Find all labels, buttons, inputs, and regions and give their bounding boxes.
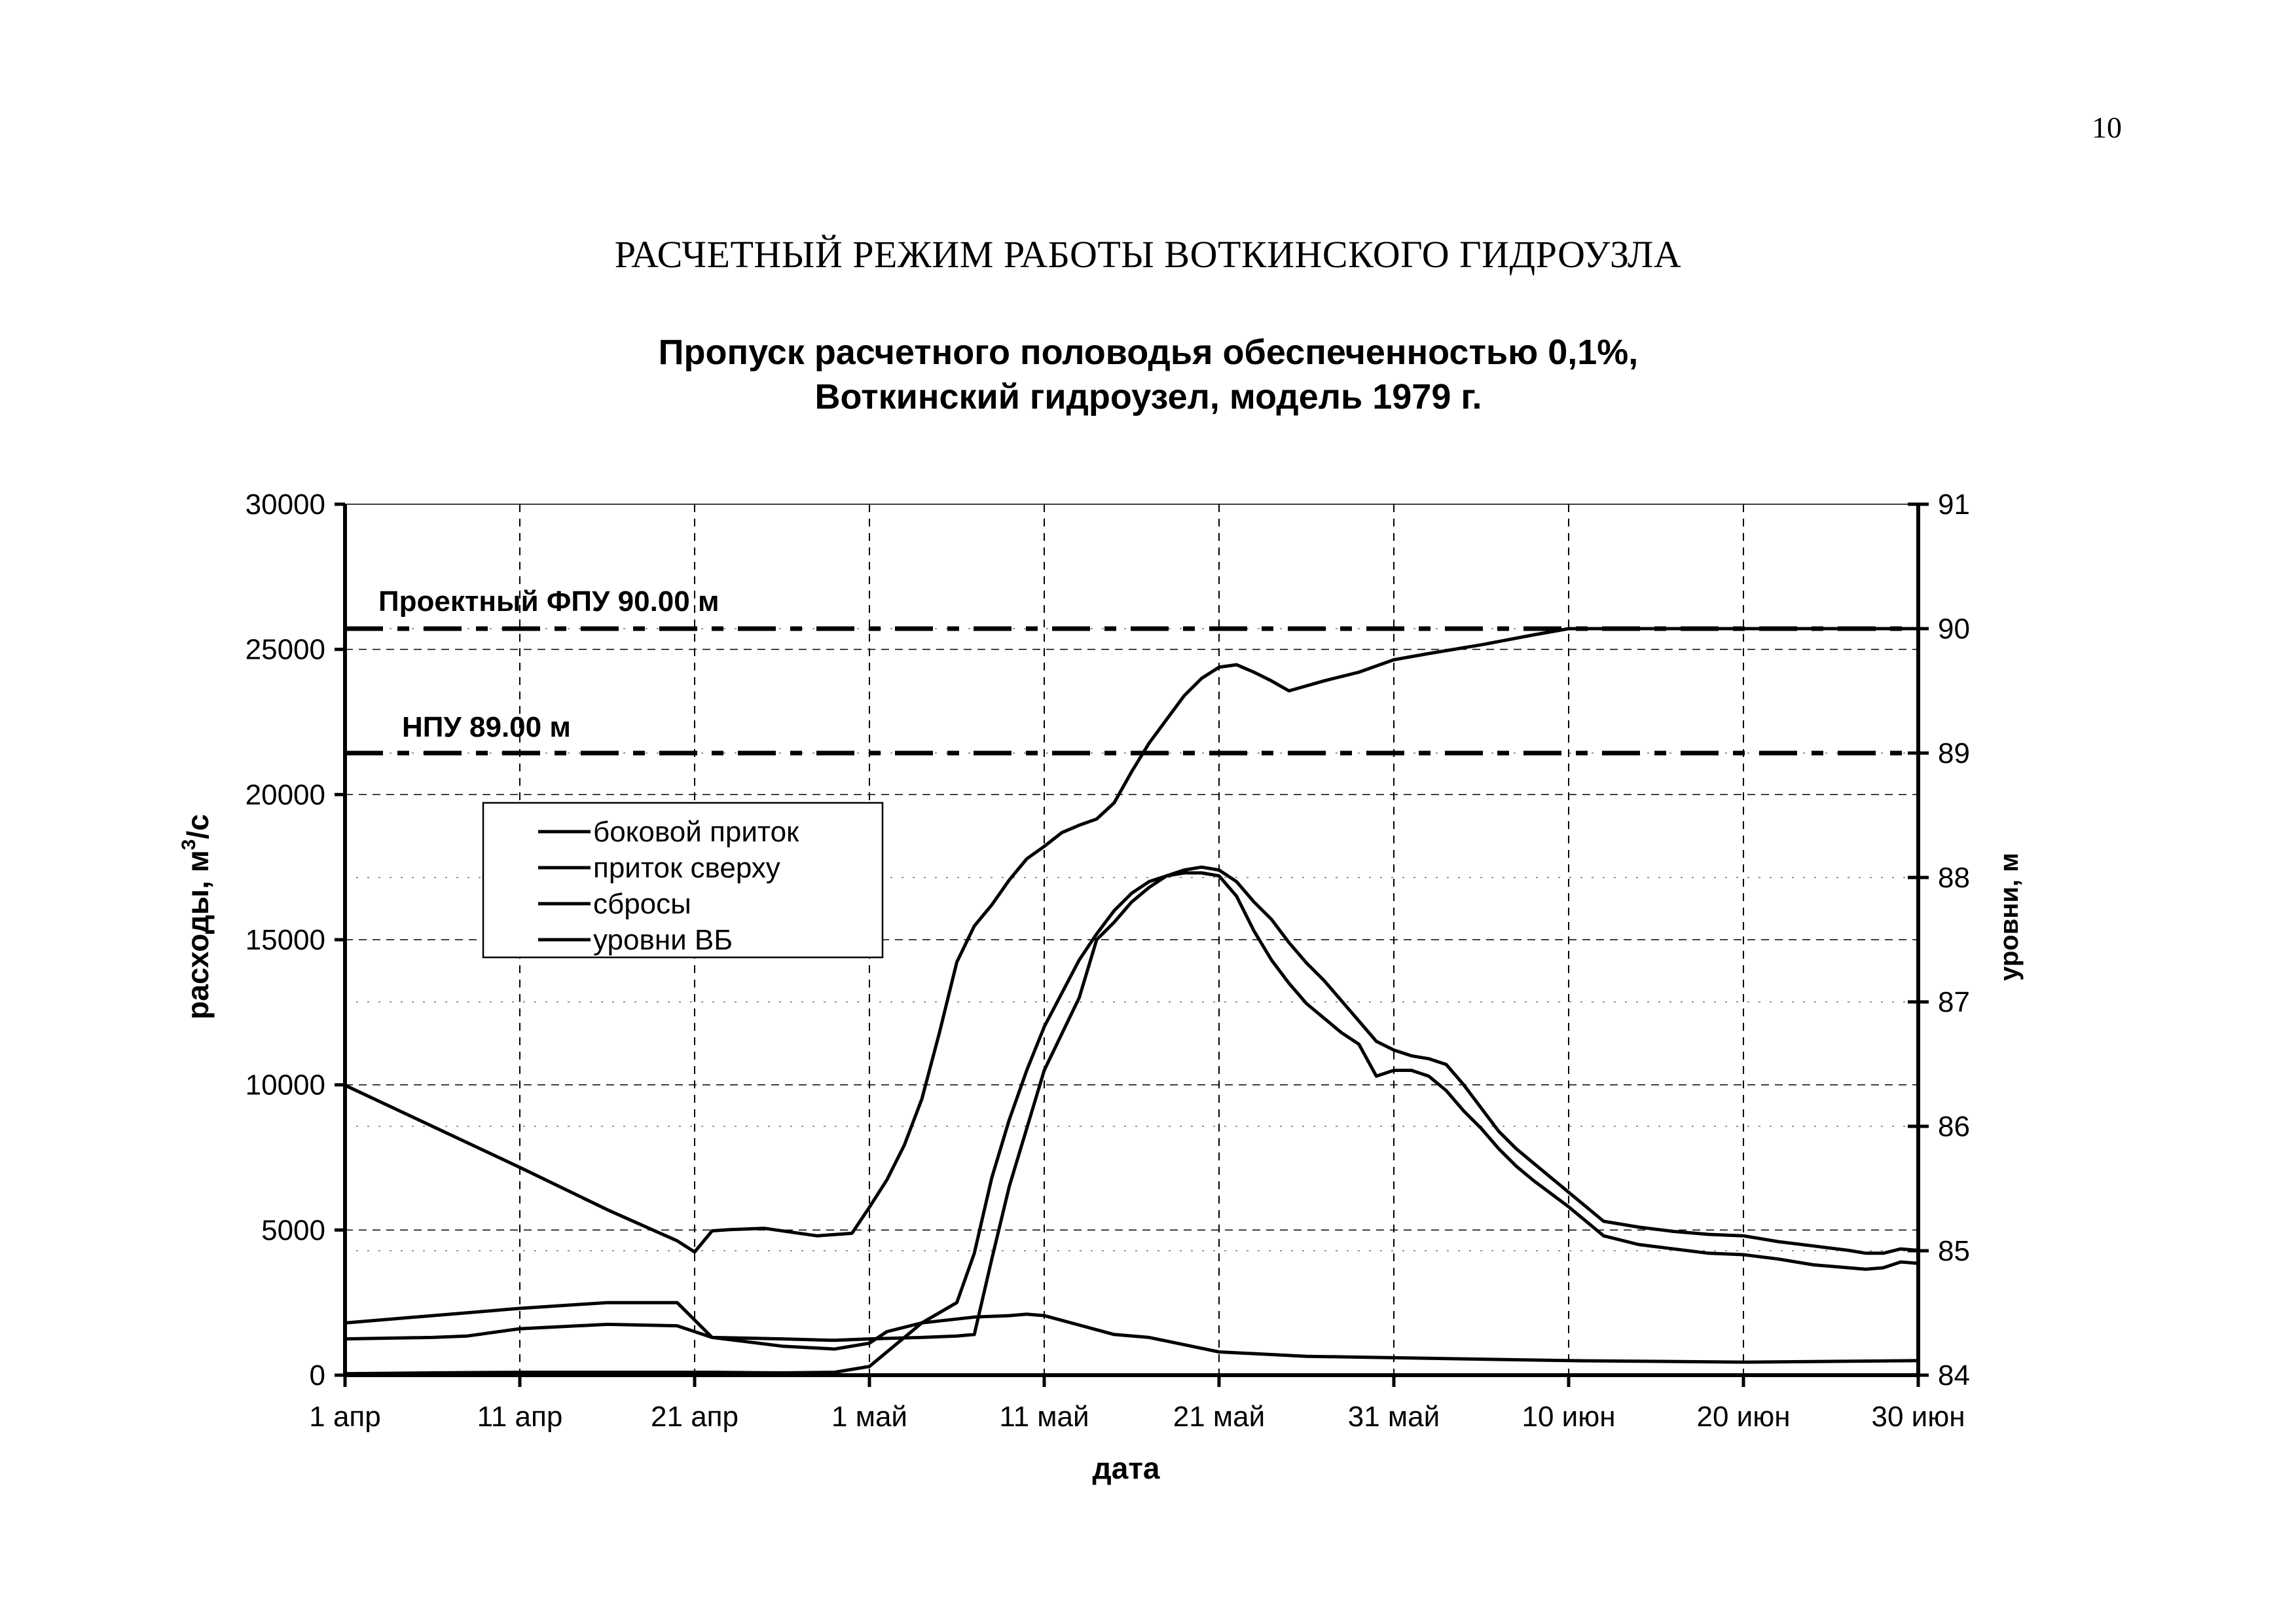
y-left-tick-label: 10000	[245, 1069, 325, 1101]
y-right-axis-title	[1995, 853, 2024, 981]
x-tick-label: 21 май	[1173, 1401, 1266, 1433]
x-tick-label: 30 июн	[1871, 1401, 1965, 1433]
y-left-title-sup: 3	[178, 839, 200, 851]
x-tick-label: 11 апр	[477, 1401, 563, 1433]
reference-lines	[345, 629, 1918, 753]
y-left-tick-label: 5000	[261, 1214, 325, 1247]
ref-label-npu: НПУ 89.00 м	[402, 711, 571, 743]
y-left-tick-label: 25000	[245, 633, 325, 666]
y-right-tick-label: 86	[1938, 1111, 1970, 1143]
legend-item-discharge-label: сбросы	[593, 888, 691, 920]
legend-item-upper-inflow-label: приток сверху	[593, 852, 780, 884]
y-right-tick-label: 85	[1938, 1235, 1970, 1267]
x-axis-title: дата	[1092, 1451, 1160, 1485]
y-left-title-tail: /с	[181, 814, 215, 840]
y-left-axis-title	[178, 814, 215, 1020]
x-tick-label: 1 апр	[309, 1401, 381, 1433]
document-heading: РАСЧЕТНЫЙ РЕЖИМ РАБОТЫ ВОТКИНСКОГО ГИДРОУЗЛА	[614, 233, 1682, 276]
legend-item-level-label: уровни ВБ	[593, 924, 733, 956]
svg-text:уровни, м: уровни, м	[1995, 853, 2024, 981]
y-right-tick-label: 89	[1938, 737, 1970, 769]
x-tick-label: 21 апр	[651, 1401, 738, 1433]
legend	[483, 803, 883, 957]
y-left-tick-label: 15000	[245, 924, 325, 956]
x-tick-label: 1 май	[831, 1401, 907, 1433]
y-right-tick-label: 87	[1938, 986, 1970, 1018]
x-tick-label: 10 июн	[1522, 1401, 1616, 1433]
page-number: 10	[2092, 111, 2122, 144]
series-layer	[345, 629, 1918, 1374]
y-right-tick-label: 84	[1938, 1359, 1970, 1392]
x-tick-label: 31 май	[1347, 1401, 1440, 1433]
y-right-tick-label: 90	[1938, 613, 1970, 645]
chart-title-line-2: Воткинский гидроузел, модель 1979 г.	[814, 377, 1482, 416]
x-tick-label: 11 май	[999, 1401, 1089, 1433]
y-left-title-main: расходы, м	[181, 850, 215, 1020]
x-tick-label: 20 июн	[1696, 1401, 1791, 1433]
y-right-tick-label: 91	[1938, 489, 1970, 521]
y-left-tick-label: 30000	[245, 489, 325, 521]
y-left-tick-label: 20000	[245, 779, 325, 811]
y-right-tick-label: 88	[1938, 862, 1970, 894]
ref-label-fpu: Проектный ФПУ 90.00 м	[378, 585, 720, 618]
chart-title-line-1: Пропуск расчетного половодья обеспеченностью 0,1%,	[658, 333, 1639, 372]
series-side-inflow-line	[345, 1302, 1918, 1362]
legend-item-side-inflow-label: боковой приток	[593, 816, 799, 848]
svg-text:расходы, м3/с	[178, 814, 215, 1020]
y-left-tick-label: 0	[309, 1359, 325, 1392]
